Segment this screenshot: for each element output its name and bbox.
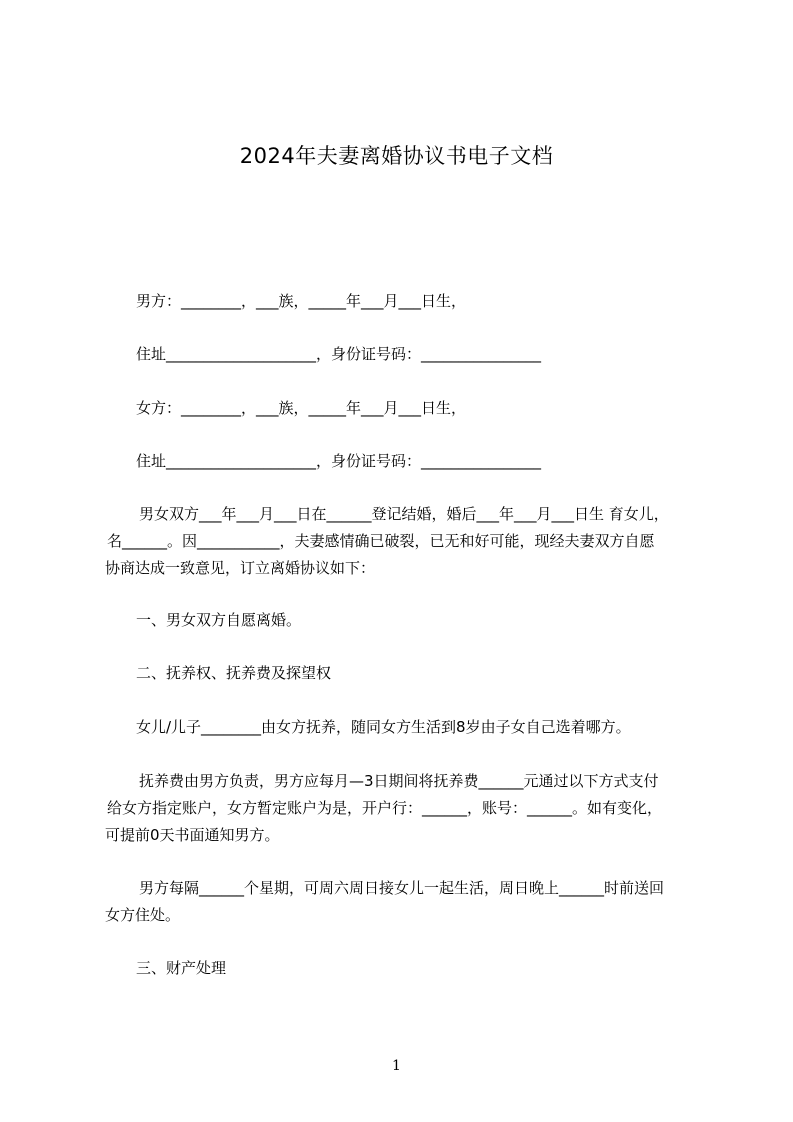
wife-address-line: 住址____________________，身份证号码：________________ bbox=[136, 452, 542, 470]
husband-address-line: 住址____________________，身份证号码：________________ bbox=[136, 345, 542, 363]
custody-line: 女儿/儿子________由女方抚养，随同女方生活到8岁由子女自己选着哪方。 bbox=[136, 718, 631, 736]
husband-info-line: 男方：________，___族，_____年___月___日生， bbox=[136, 292, 467, 310]
wife-info-line: 女方：________，___族，_____年___月___日生， bbox=[136, 399, 467, 417]
visitation-line-1: 男方每隔______个星期，可周六周日接女儿一起生活，周日晚上______时前送回 bbox=[139, 879, 665, 897]
document-title: 2024年夫妻离婚协议书电子文档 bbox=[239, 144, 554, 168]
intro-line-1: 男女双方___年___月___日在______登记结婚，婚后___年___月___日生 育女儿， bbox=[139, 505, 669, 523]
visitation-line-2: 女方住处。 bbox=[105, 906, 181, 924]
intro-line-2: 名______。因___________，夫妻感情确已破裂，已无和好可能，现经夫妻双方自愿 bbox=[107, 532, 655, 550]
visitation-paragraph bbox=[105, 875, 705, 929]
section-2-heading: 二、抚养权、抚养费及探望权 bbox=[136, 664, 332, 682]
support-line-1: 抚养费由男方负责，男方应每月—3日期间将抚养费______元通过以下方式支付 bbox=[139, 772, 659, 790]
page-number: 1 bbox=[392, 1058, 401, 1074]
intro-paragraph bbox=[105, 501, 705, 582]
section-3-heading: 三、财产处理 bbox=[136, 959, 227, 977]
support-line-2: 给女方指定账户，女方暂定账户为是，开户行：______，账号：______。如有变化， bbox=[107, 799, 663, 817]
support-line-3: 可提前0天书面通知男方。 bbox=[105, 826, 280, 844]
intro-line-3: 协商达成一致意见，订立离婚协议如下： bbox=[105, 559, 376, 577]
support-paragraph bbox=[105, 768, 705, 849]
section-1-heading: 一、男女双方自愿离婚。 bbox=[136, 611, 302, 629]
